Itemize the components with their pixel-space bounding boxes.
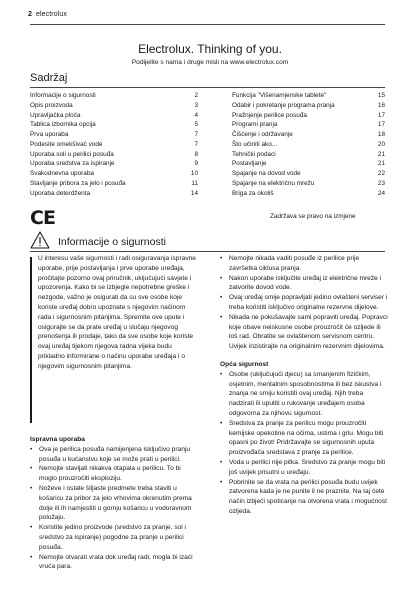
toc-entry[interactable]: [30, 169, 198, 179]
toc-entry-page: 22: [377, 170, 385, 177]
bullet-item: • Nemojte nikada vaditi posuđe iz perilice prije završetka ciklusa pranja.: [220, 254, 388, 274]
toc-entry[interactable]: [232, 150, 385, 160]
toc-entry-label: Odabir i pokretanje programa pranja: [232, 101, 335, 109]
toc-entry[interactable]: [30, 120, 198, 130]
toc-entry-page: 9: [194, 160, 198, 168]
bullet-item: • Ova je perilica posuđa namijenjena isključivo pranju posuđa u kućanstvu koje se može prati u perilici.: [30, 445, 198, 465]
bullet-item: • Osobe (uključujući djecu) sa smanjenim fizičkim, osjetnim, mentalnim sposobnostima ili bez iskustva i znanja ne smiju koristiti ovaj uređaj. Njih treba nadzirati ili uputiti u rukovanje uređajem osoba odgovorna za njihovu sigurnost.: [220, 370, 388, 419]
toc-entry[interactable]: [232, 179, 385, 189]
toc-entry-label: Uporaba deterdženta: [30, 189, 91, 197]
proper-use-title: Ispravna uporaba: [30, 436, 85, 443]
ce-mark: CE: [30, 207, 55, 229]
toc-title: Sadržaj: [30, 72, 68, 84]
toc-left-column: [30, 91, 198, 198]
toc-entry-label: Programi pranja: [232, 121, 278, 129]
bullet-item: • Ovaj uređaj smije popravljati jedino ovlašteni serviser i treba koristiti isključivo originalne rezervne dijelove.: [220, 293, 388, 313]
safety-intro: [38, 254, 198, 372]
toc-entry-page: 5: [194, 121, 198, 129]
toc-entry-page: 21: [377, 150, 385, 158]
toc-entry[interactable]: [232, 169, 385, 179]
bullet-item: • Koristite jedino proizvode (sredstvo za pranje, sol i sredstvo za ispiranje) pogodne za pranje u perilici posuđa.: [30, 523, 198, 552]
toc-entry[interactable]: [30, 150, 198, 160]
toc-entry-label: Tablica izbornika opcija: [30, 121, 96, 129]
intro-side-bar: [30, 257, 32, 423]
toc-entry[interactable]: [232, 111, 385, 121]
page-header: [28, 11, 67, 18]
toc-entry-label: Briga za okoliš: [232, 189, 274, 197]
right-column: [220, 254, 388, 517]
toc-entry[interactable]: [30, 111, 198, 121]
proper-use-list: [30, 445, 198, 572]
toc-entry-page: 24: [377, 189, 385, 197]
bullet-item: • Nemojte stavljati nikakva otapala u perilicu. To bi moglo prouzročiti eksploziju.: [30, 464, 198, 484]
safety-divider: [30, 251, 385, 252]
toc-entry-page: 17: [377, 111, 385, 119]
tagline: Electrolux. Thinking of you.: [138, 42, 282, 56]
proper-use-section: [30, 435, 198, 572]
toc-entry-page: 4: [194, 111, 198, 119]
toc-entry-page: 23: [377, 179, 385, 187]
toc-entry[interactable]: [232, 130, 385, 140]
toc-entry-page: 14: [190, 189, 198, 197]
toc-entry-label: Stavljanje pribora za jelo i posuđa: [30, 179, 126, 187]
page-number: 2: [28, 11, 32, 18]
bullet-item: • Pobrinite se da vrata na perilici posuđa budu uvijek zatvorena kada je ne punite il ne praznite. Na taj ćete način izbjeći spoticanje na otvorena vrata i mogućnost ozljeda.: [220, 478, 388, 517]
toc-entry[interactable]: [232, 101, 385, 111]
toc-entry-page: 11: [191, 179, 198, 187]
toc-entry-page: 15: [377, 92, 385, 99]
toc-entry[interactable]: [30, 91, 198, 101]
toc-entry-label: Pražnjenje perilice posuđa: [232, 111, 307, 119]
toc-entry-page: 16: [377, 101, 385, 109]
toc-entry-label: Što učiniti ako...: [232, 140, 278, 148]
toc-entry[interactable]: [30, 189, 198, 199]
toc-entry[interactable]: [232, 159, 385, 169]
toc-entry[interactable]: [30, 101, 198, 111]
bullet-item: • Sredstva za pranje za perilicu mogu prouzročiti kemijske opekotine na očima, ustima i grlu. Mogu biti opasni po život! Pridržavajte se sigurnosnih uputa proizvođača sredstava z pranje za perilice.: [220, 419, 388, 458]
bullet-item: • Nakon uporabe isključite uređaj iz električne mreže i zatvorite dovod vode.: [220, 274, 388, 294]
toc-entry-label: Funkcija "Višenamjenske tablete": [232, 92, 327, 99]
toc-divider: [30, 87, 385, 88]
safety-title: Informacije o sigurnosti: [58, 236, 166, 248]
toc-entry-label: Spajanje na električnu mrežu: [232, 179, 315, 187]
warning-triangle-icon: [30, 231, 50, 249]
toc-entry-page: 18: [377, 131, 385, 138]
toc-entry-label: Uporaba sredstva za ispiranje: [30, 160, 115, 168]
toc-right-column: [232, 91, 385, 198]
bullet-item: • Nikada ne pokušavajte sami popraviti uređaj. Popravci koje obave neiskusne osobe prouzročit će ozljede ili loš rad. Obratite se ovlaštenom servisnom centru. Uvijek inzistirajte na originalnim rezervnim dijelovima.: [220, 313, 388, 352]
toc-entry-label: Tehnički podaci: [232, 150, 276, 158]
bullet-item: • Nemojte otvarati vrata dok uređaj radi, mogla bi izaći vruća para.: [30, 553, 198, 573]
toc-entry-label: Postavljanje: [232, 160, 267, 168]
toc-entry-page: 7: [194, 131, 198, 138]
toc-entry-page: 8: [194, 150, 198, 158]
brand-name: electrolux: [36, 11, 67, 18]
share-line: Podijelite s nama i druge misli na www.electrolux.com: [131, 59, 289, 66]
header-divider: [30, 24, 385, 25]
toc-entry-label: Prva uporaba: [30, 131, 69, 138]
toc-entry[interactable]: [30, 130, 198, 140]
toc-entry[interactable]: [30, 179, 198, 189]
toc-entry-label: Podesite omekšivač vode: [30, 140, 103, 148]
right-bullet-list: [220, 254, 388, 352]
toc-entry[interactable]: [232, 140, 385, 150]
toc-entry-label: Upravljačka ploča: [30, 111, 81, 119]
toc-entry-label: Informacije o sigurnosti: [30, 92, 96, 99]
toc-entry-page: 3: [194, 101, 198, 109]
toc-entry-page: 20: [377, 140, 385, 148]
toc-entry-label: Uporaba soli u perilici posuđa: [30, 150, 114, 158]
toc-entry-page: 17: [377, 121, 385, 129]
bullet-item: • Voda u perilici nije pitka. Sredstvo za pranje mogu biti još uvijek prisutni u uređaju.: [220, 458, 388, 478]
toc-entry[interactable]: [30, 140, 198, 150]
toc-entry-label: Svakodnevna uporaba: [30, 170, 94, 177]
safety-intro-text: U interesu vaše sigurnosti i radi osiguravanja ispravne uporabe, prije postavljanja i prve uporabe uređaja, pročitajte pozorno ovaj priručnik, uključujući savjete i upozorenja. Kako bi se izbjegle nepotrebne greške i nezgode, važno je osigurati da su sve osobe koje koriste uređaj dobro upoznate s njegovim načinom rada i sigurnosnim pitanjima. Spremite ove upute i osigurajte se da prate uređaj u slučaju njegovog prenošenja ili prodaje, tako da sve osobe koje koriste ovaj uređaj tijekom njegova radna vijeka budu prikladno informirane o načinu uporabe uređaja i o njegovim sigurnosnim pitanjima.: [38, 255, 196, 370]
toc-entry-page: 7: [194, 140, 198, 148]
toc-entry[interactable]: [30, 159, 198, 169]
toc-entry-page: 2: [194, 92, 198, 99]
toc-entry-label: Opis proizvoda: [30, 101, 73, 109]
toc-entry-label: Čišćenje i održavanje: [232, 131, 293, 138]
bullet-item: • Noževe i ostale šiljaste predmete treba staviti u košaricu za pribor za jelo vrhovima okrenutim prema dolje ili ih namjestiti u gornju košaricu u vodoravnom položaju.: [30, 484, 198, 523]
toc-entry-page: 21: [377, 160, 385, 168]
toc-entry[interactable]: [232, 91, 385, 101]
general-safety-list: [220, 370, 388, 517]
toc-entry-label: Spajanje na dovod vode: [232, 170, 301, 177]
general-safety-title: Opća sigurnost: [220, 360, 269, 368]
toc-entry[interactable]: [232, 120, 385, 130]
toc-entry-page: 10: [190, 170, 198, 177]
toc-entry[interactable]: [232, 189, 385, 199]
change-notice: Zadržava se pravo na izmjene: [270, 213, 356, 220]
